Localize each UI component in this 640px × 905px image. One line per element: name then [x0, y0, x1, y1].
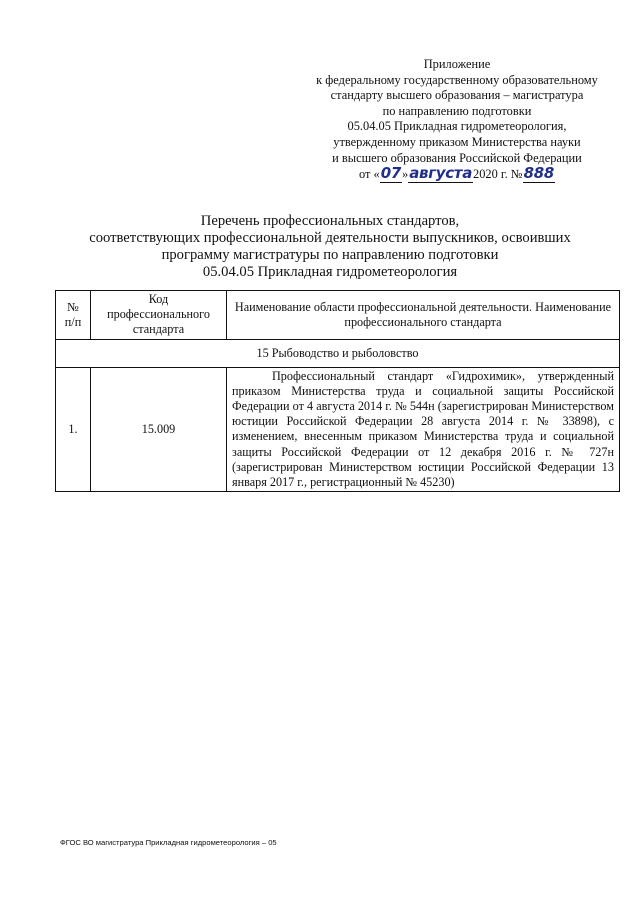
appendix-line: к федеральному государственному образовательному: [316, 72, 598, 87]
handwritten-day: 07: [380, 164, 401, 183]
document-title: [40, 213, 620, 281]
table-row: [56, 367, 620, 492]
title-line: Перечень профессиональных стандартов,: [200, 213, 460, 229]
section-row: [56, 339, 620, 367]
row-code: 15.009: [91, 367, 227, 492]
row-description: Профессиональный стандарт «Гидрохимик», утвержденный приказом Министерства труда и социальной защиты Российской Федерации от 4 августа 2014 г. № 544н (зарегистрирован Министерством юстиции Российской Федерации 28 августа 2014 г. № 33898), с изменением, внесенным приказом Министерства труда и социальной защиты Российской Федерации от 12 декабря 2016 г. № 727н (зарегистрирован Министерством юстиции Российской Федерации 13 января 2017 г., регистрационный № 45230): [227, 367, 620, 492]
handwritten-month: августа: [409, 164, 473, 183]
page-footer: ФГОС ВО магистратура Прикладная гидрометеорология – 05: [60, 838, 277, 847]
appendix-line: стандарту высшего образования – магистратура: [330, 88, 584, 103]
date-mid: »: [401, 167, 409, 182]
date-year: 2020 г. №: [473, 167, 523, 182]
appendix-line: утвержденному приказом Министерства науки: [333, 134, 581, 149]
table-header-row: [56, 291, 620, 340]
header-name: Наименование области профессиональной деятельности. Наименование профессионального стандарта: [227, 291, 620, 340]
standards-table: [55, 290, 620, 492]
appendix-line: 05.04.05 Прикладная гидрометеорология,: [347, 119, 567, 134]
order-date-line: [292, 166, 622, 183]
appendix-line: и высшего образования Российской Федерации: [332, 150, 582, 165]
date-prefix: от «: [358, 167, 380, 182]
appendix-line: по направлению подготовки: [382, 103, 532, 118]
row-num: 1.: [56, 367, 91, 492]
title-line: соответствующих профессиональной деятельности выпускников, освоивших: [89, 230, 571, 246]
header-code: Код профессионального стандарта: [91, 291, 227, 340]
section-title: 15 Рыбоводство и рыболовство: [56, 339, 620, 367]
title-line: программу магистратуры по направлению подготовки: [161, 247, 499, 263]
title-line: 05.04.05 Прикладная гидрометеорология: [202, 264, 458, 280]
appendix-line: Приложение: [423, 57, 491, 71]
appendix-block: [292, 57, 622, 183]
handwritten-order-number: 888: [523, 164, 555, 183]
header-num: № п/п: [56, 291, 91, 340]
